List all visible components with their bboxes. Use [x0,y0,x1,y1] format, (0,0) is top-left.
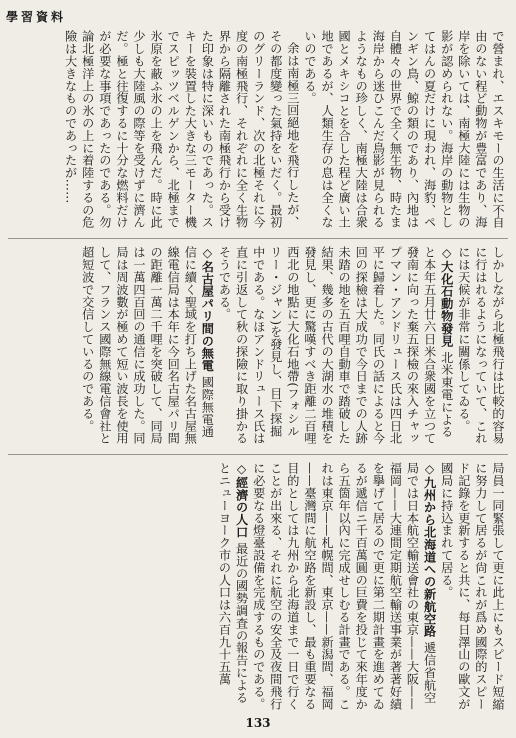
paragraph: しかしながら北極飛行は比較的容易に行はれるようになっていて、これには天候が非常に關係してゐる。 [456,246,505,445]
section-divider [8,238,508,239]
article-body: 國際無電通信に續く聖域を打ち上げた名古屋無線電信局は本年に今回名古屋パリ間の距離一萬二千哩を突破して、同局は一萬四百回の通信に成功した。同局は周波數が極めて短い波長を使用して、フランス國際無線電信會社と超短波で交信しているのである。 [80,246,215,445]
text-column-middle [10,246,506,446]
article-heading: ◇名古屋パリ間の無電 [200,246,215,372]
paragraph: で營まれ、エスキモーの生活に不自由のない程ど動物が豊富であり、海岸を除いては、南極大陸には生物の影が認められない。海岸の動物としてはんの夏だけに現われ、海豹、ペンギン鳥、鯨の類のであり、內地は自體々の世界で全く無生物、時たま海岸から迷ひこんだ鳥影が見られるようなもの珍しく、南極大陸は合衆國とメキシコとを合した程ど廣い土地であるが、人類生存の息は全くないのである。 [302,30,505,229]
text-column-bottom [10,462,506,712]
paragraph: 局員一同緊張して更に此上にもスピード短縮に努力して居るが尙これが爲め國際的スピード記錄を更新すると共に、每日澤山の歐文が國局に持込まれて居る。 [439,462,505,710]
text-column-top [10,30,506,230]
page-number: 133 [245,716,271,730]
article-heading: ◇九州から北海道への新航空路 [422,462,437,638]
section-divider [8,454,508,455]
article-body: 遞信省航空局では日本航空輸送會社の東京——大阪——福岡——大連間定期航空輸送事業が著著好績を擧げて居るので更に第二期計畫を進めてゐるが遞信ニ千百萬圓の巨費を投じて來年度から五箇年以內に完成せしむる計畫である。これは東京——札幌間、東京——新潟間、福岡——臺灣間に航空路を新設し、最も重要なる目的としては九州から北海道まで一日で行くことが出來る、それに航空の安全及夜間飛行に必要なる燈臺設備を完成するものである。 [251,462,437,710]
page-header: 學習資料 [6,10,67,24]
article-heading: ◇大化石動物發見 [439,246,454,347]
article-heading: ◇經濟の人口 [234,462,249,539]
paragraph: 余は南極三回絕地を飛行したが、その都度變った氣持をいだく。最初のグリーランド、次の北極それに今度の南極飛行、それぞれに全く生物界から隔離された南極飛行から受けた印象は特に深いものであった。スキーを裝置した大きな三モーター機でスピッツベルゲンから、北極まで氷原を蔽ふ氷の上を飛んだ。時に此少しも大陸風の際等を受けずに濟んだ。極と往復するに十分な燃料だけが必要な事項であったのである。勿論北極洋上の氷の上に着陸するの危險は大きなものであったが…… [63,30,300,229]
article-body: 北米東電によると本年五月廿六日米合衆國を立つて發南に向った棄五探檢の來入チャップマン・アンドリュース氏は四日北平に歸着した。同氏の話によると今回の探檢は大成功で今日までの人跡未踏の地を五百哩自動車で踏破した結果、幾多の古代の大湖水の堆積を發見し、更に驚嘆すべき距離二百哩西北の地點に大化石地帶(フォシルリー・ジャン)を發見し、目下探掘中である。なほアンドリュース氏は直に引返して秋の探險に取り掛かるそうである。 [217,246,454,445]
article-body: 最近の國勢調査の報告によるとニューヨーク市の人口は六百九十五萬 [217,462,249,704]
